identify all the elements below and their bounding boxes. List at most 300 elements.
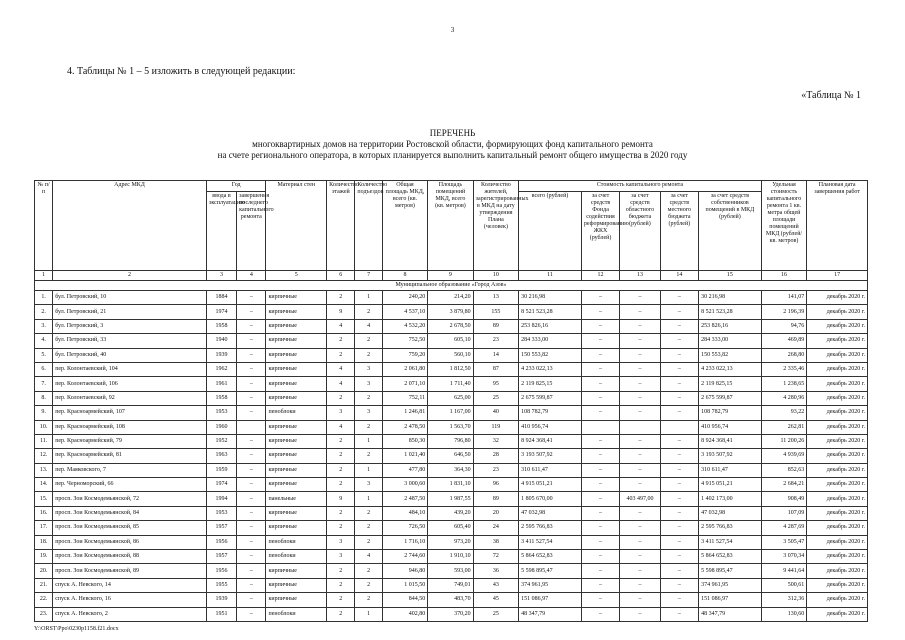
row-number: 5. [35, 348, 53, 362]
year-repair-cell: – [237, 521, 266, 535]
cost-owners-cell: 284 333,00 [699, 334, 762, 348]
total-area-cell: 752,11 [382, 391, 427, 405]
walls-cell: кирпичные [266, 420, 327, 434]
year-repair-cell: – [237, 578, 266, 592]
unit-cost-cell: 2 684,21 [761, 478, 806, 492]
row-number: 12. [35, 449, 53, 463]
row-number: 7. [35, 377, 53, 391]
cost-regional-cell: – [620, 391, 660, 405]
cost-local-cell: – [660, 521, 698, 535]
floors-cell: 3 [327, 535, 355, 549]
cost-fund-cell: – [581, 506, 619, 520]
residents-cell: 89 [473, 319, 518, 333]
floors-cell: 3 [327, 406, 355, 420]
walls-cell: панельные [266, 492, 327, 506]
cost-regional-cell: – [620, 434, 660, 448]
unit-cost-cell: 2 335,46 [761, 362, 806, 376]
cost-local-cell: – [660, 391, 698, 405]
deadline-cell: декабрь 2020 г. [807, 463, 868, 477]
cost-total-cell: 253 826,16 [519, 319, 582, 333]
address-cell: спуск А. Невского, 16 [53, 593, 207, 607]
cost-local-cell: – [660, 348, 698, 362]
buildings-table [34, 180, 868, 622]
header-total-area: Общая площадь МКД, всего (кв. метров) [382, 181, 427, 271]
walls-cell: кирпичные [266, 291, 327, 305]
cost-total-cell: 2 119 825,15 [519, 377, 582, 391]
address-cell: пер. Колонтаевский, 92 [53, 391, 207, 405]
row-number: 23. [35, 607, 53, 621]
row-number: 20. [35, 564, 53, 578]
header-year-commission: ввода в эксплуатацию [206, 192, 236, 271]
municipality-name: Муниципальное образование «Город Азов» [35, 281, 868, 291]
row-number: 9. [35, 406, 53, 420]
header-unit-cost: Удельная стоимость капитального ремонта 1 кв. метра общей площади помещений МКД (рублей/кв. метров) [761, 181, 806, 271]
entrances-cell: 4 [355, 319, 382, 333]
floors-cell: 2 [327, 348, 355, 362]
floors-cell: 4 [327, 377, 355, 391]
cost-local-cell: – [660, 319, 698, 333]
cost-regional-cell [620, 420, 660, 434]
entrances-cell: 2 [355, 535, 382, 549]
year-repair-cell: – [237, 348, 266, 362]
premises-area-cell: 560,10 [428, 348, 473, 362]
address-cell: пер. Красноармейский, 107 [53, 406, 207, 420]
cost-total-cell: 5 864 652,83 [519, 550, 582, 564]
deadline-cell: декабрь 2020 г. [807, 434, 868, 448]
header-entrances: Количество подъездов [355, 181, 382, 271]
address-cell: спуск А. Невского, 14 [53, 578, 207, 592]
municipality-row [35, 281, 868, 291]
cost-owners-cell: 2 675 599,87 [699, 391, 762, 405]
table-row [35, 550, 868, 564]
column-number: 14 [660, 271, 698, 281]
cost-fund-cell: – [581, 291, 619, 305]
cost-total-cell: 30 216,98 [519, 291, 582, 305]
total-area-cell: 759,20 [382, 348, 427, 362]
cost-fund-cell: – [581, 406, 619, 420]
cost-total-cell: 8 924 368,41 [519, 434, 582, 448]
walls-cell: кирпичные [266, 377, 327, 391]
premises-area-cell: 3 879,80 [428, 305, 473, 319]
walls-cell: кирпичные [266, 449, 327, 463]
premises-area-cell: 593,00 [428, 564, 473, 578]
cost-owners-cell: 151 086,97 [699, 593, 762, 607]
cost-total-cell: 3 193 507,92 [519, 449, 582, 463]
year-repair-cell: – [237, 535, 266, 549]
residents-cell: 13 [473, 291, 518, 305]
premises-area-cell: 1 910,10 [428, 550, 473, 564]
address-cell: просп. Зои Космодемьянской, 88 [53, 550, 207, 564]
header-cost-fund: за счет средств Фонда содействия реформированию ЖКХ (рублей) [581, 192, 619, 271]
unit-cost-cell: 268,80 [761, 348, 806, 362]
total-area-cell: 1 021,40 [382, 449, 427, 463]
entrances-cell: 2 [355, 506, 382, 520]
deadline-cell: декабрь 2020 г. [807, 362, 868, 376]
column-number: 7 [355, 271, 382, 281]
cost-regional-cell: – [620, 535, 660, 549]
floors-cell: 2 [327, 564, 355, 578]
column-number: 15 [699, 271, 762, 281]
year-repair-cell: – [237, 478, 266, 492]
floors-cell: 2 [327, 521, 355, 535]
year-repair-cell [237, 420, 266, 434]
title-line-1: ПЕРЕЧЕНЬ [429, 128, 476, 138]
year-commission-cell: 1953 [206, 406, 236, 420]
cost-local-cell: – [660, 550, 698, 564]
cost-local-cell [660, 420, 698, 434]
walls-cell: пеноблоки [266, 406, 327, 420]
unit-cost-cell: 130,60 [761, 607, 806, 621]
deadline-cell: декабрь 2020 г. [807, 506, 868, 520]
unit-cost-cell: 500,61 [761, 578, 806, 592]
cost-owners-cell: 5 864 652,83 [699, 550, 762, 564]
cost-local-cell: – [660, 334, 698, 348]
year-commission-cell: 1956 [206, 535, 236, 549]
cost-fund-cell: – [581, 478, 619, 492]
table-row [35, 334, 868, 348]
year-repair-cell: – [237, 449, 266, 463]
total-area-cell: 1 716,10 [382, 535, 427, 549]
column-number: 4 [237, 271, 266, 281]
cost-fund-cell [581, 420, 619, 434]
table-row [35, 362, 868, 376]
address-cell: пер. Черноморский, 66 [53, 478, 207, 492]
table-row [35, 593, 868, 607]
deadline-cell: декабрь 2020 г. [807, 564, 868, 578]
cost-fund-cell: – [581, 593, 619, 607]
residents-cell: 72 [473, 550, 518, 564]
cost-total-cell: 151 086,97 [519, 593, 582, 607]
cost-owners-cell: 2 119 825,15 [699, 377, 762, 391]
deadline-cell: декабрь 2020 г. [807, 478, 868, 492]
walls-cell: кирпичные [266, 564, 327, 578]
floors-cell: 2 [327, 578, 355, 592]
residents-cell: 24 [473, 521, 518, 535]
entrances-cell: 4 [355, 550, 382, 564]
title-line-3: на счете регионального оператора, в которых планируется выполнить капитальный ремонт общего имущества в 2020 году [217, 150, 688, 160]
premises-area-cell: 973,20 [428, 535, 473, 549]
walls-cell: кирпичные [266, 578, 327, 592]
premises-area-cell: 646,50 [428, 449, 473, 463]
residents-cell: 25 [473, 607, 518, 621]
file-path: Y:\ORST\Ppo\0230p1158.f21.docx [34, 626, 119, 632]
row-number: 8. [35, 391, 53, 405]
cost-fund-cell: – [581, 564, 619, 578]
year-commission-cell: 1957 [206, 550, 236, 564]
total-area-cell: 3 000,60 [382, 478, 427, 492]
cost-regional-cell: – [620, 449, 660, 463]
premises-area-cell: 439,20 [428, 506, 473, 520]
residents-cell: 95 [473, 377, 518, 391]
year-repair-cell: – [237, 406, 266, 420]
entrances-cell: 1 [355, 291, 382, 305]
unit-cost-cell: 11 200,26 [761, 434, 806, 448]
premises-area-cell: 214,20 [428, 291, 473, 305]
year-repair-cell: – [237, 377, 266, 391]
cost-local-cell: – [660, 449, 698, 463]
cost-fund-cell: – [581, 463, 619, 477]
cost-regional-cell: – [620, 564, 660, 578]
entrances-cell: 2 [355, 348, 382, 362]
unit-cost-cell: 3 070,34 [761, 550, 806, 564]
cost-total-cell: 108 782,79 [519, 406, 582, 420]
residents-cell: 45 [473, 593, 518, 607]
table-row [35, 391, 868, 405]
residents-cell: 36 [473, 564, 518, 578]
deadline-cell: декабрь 2020 г. [807, 521, 868, 535]
residents-cell: 40 [473, 406, 518, 420]
cost-regional-cell: – [620, 607, 660, 621]
cost-fund-cell: – [581, 362, 619, 376]
total-area-cell: 2 071,10 [382, 377, 427, 391]
year-repair-cell: – [237, 550, 266, 564]
walls-cell: кирпичные [266, 593, 327, 607]
floors-cell: 4 [327, 420, 355, 434]
year-repair-cell: – [237, 391, 266, 405]
cost-owners-cell: 8 521 523,28 [699, 305, 762, 319]
row-number: 3. [35, 319, 53, 333]
entrances-cell: 2 [355, 578, 382, 592]
table-row [35, 607, 868, 621]
year-commission-cell: 1961 [206, 377, 236, 391]
cost-fund-cell: – [581, 550, 619, 564]
row-number: 11. [35, 434, 53, 448]
walls-cell: кирпичные [266, 506, 327, 520]
cost-total-cell: 8 521 523,28 [519, 305, 582, 319]
floors-cell: 2 [327, 607, 355, 621]
cost-local-cell: – [660, 578, 698, 592]
cost-local-cell: – [660, 377, 698, 391]
premises-area-cell: 605,10 [428, 334, 473, 348]
column-number: 9 [428, 271, 473, 281]
entrances-cell: 3 [355, 377, 382, 391]
cost-fund-cell: – [581, 492, 619, 506]
walls-cell: кирпичные [266, 305, 327, 319]
year-repair-cell: – [237, 305, 266, 319]
premises-area-cell: 2 678,50 [428, 319, 473, 333]
cost-fund-cell: – [581, 377, 619, 391]
address-cell: спуск А. Невского, 2 [53, 607, 207, 621]
row-number: 4. [35, 334, 53, 348]
address-cell: просп. Зои Космодемьянской, 86 [53, 535, 207, 549]
cost-fund-cell: – [581, 535, 619, 549]
deadline-cell: декабрь 2020 г. [807, 593, 868, 607]
residents-cell: 14 [473, 348, 518, 362]
cost-total-cell: 1 805 670,00 [519, 492, 582, 506]
cost-owners-cell: 3 193 507,92 [699, 449, 762, 463]
column-number: 5 [266, 271, 327, 281]
table-row [35, 434, 868, 448]
cost-local-cell: – [660, 535, 698, 549]
cost-total-cell: 47 032,98 [519, 506, 582, 520]
total-area-cell: 946,80 [382, 564, 427, 578]
address-cell: пер. Красноармейский, 81 [53, 449, 207, 463]
header-year-last-repair: завершения последнего капитального ремонта [237, 192, 266, 271]
deadline-cell: декабрь 2020 г. [807, 391, 868, 405]
cost-regional-cell: – [620, 362, 660, 376]
cost-owners-cell: 1 402 173,00 [699, 492, 762, 506]
entrances-cell: 2 [355, 564, 382, 578]
address-cell: пер. Колонтаевский, 104 [53, 362, 207, 376]
year-commission-cell: 1958 [206, 391, 236, 405]
cost-local-cell: – [660, 593, 698, 607]
walls-cell: кирпичные [266, 478, 327, 492]
year-commission-cell: 1962 [206, 362, 236, 376]
year-commission-cell: 1960 [206, 420, 236, 434]
cost-local-cell: – [660, 291, 698, 305]
year-commission-cell: 1959 [206, 463, 236, 477]
premises-area-cell: 364,30 [428, 463, 473, 477]
premises-area-cell: 1 987,55 [428, 492, 473, 506]
column-number-row [35, 271, 868, 281]
cost-fund-cell: – [581, 334, 619, 348]
unit-cost-cell: 93,22 [761, 406, 806, 420]
table-row [35, 420, 868, 434]
year-repair-cell: – [237, 319, 266, 333]
unit-cost-cell: 262,81 [761, 420, 806, 434]
cost-owners-cell: 2 595 766,83 [699, 521, 762, 535]
entrances-cell: 3 [355, 478, 382, 492]
total-area-cell: 2 061,80 [382, 362, 427, 376]
walls-cell: кирпичные [266, 434, 327, 448]
row-number: 16. [35, 506, 53, 520]
residents-cell: 155 [473, 305, 518, 319]
cost-fund-cell: – [581, 348, 619, 362]
total-area-cell: 2 744,60 [382, 550, 427, 564]
page-number: 3 [450, 26, 455, 34]
walls-cell: кирпичные [266, 348, 327, 362]
premises-area-cell: 483,70 [428, 593, 473, 607]
unit-cost-cell: 141,07 [761, 291, 806, 305]
cost-owners-cell: 410 956,74 [699, 420, 762, 434]
cost-regional-cell: – [620, 406, 660, 420]
entrances-cell: 2 [355, 334, 382, 348]
year-repair-cell: – [237, 362, 266, 376]
cost-local-cell: – [660, 506, 698, 520]
deadline-cell: декабрь 2020 г. [807, 348, 868, 362]
column-number: 12 [581, 271, 619, 281]
year-commission-cell: 1952 [206, 434, 236, 448]
address-cell: бул. Петровский, 33 [53, 334, 207, 348]
cost-total-cell: 2 675 599,87 [519, 391, 582, 405]
entrances-cell: 2 [355, 449, 382, 463]
year-commission-cell: 1953 [206, 506, 236, 520]
residents-cell: 96 [473, 478, 518, 492]
cost-local-cell: – [660, 463, 698, 477]
floors-cell: 2 [327, 449, 355, 463]
residents-cell: 23 [473, 463, 518, 477]
walls-cell: кирпичные [266, 463, 327, 477]
table-row [35, 319, 868, 333]
cost-fund-cell: – [581, 434, 619, 448]
unit-cost-cell: 1 238,65 [761, 377, 806, 391]
total-area-cell: 484,10 [382, 506, 427, 520]
header-premises-area: Площадь помещений МКД, всего (кв. метров) [428, 181, 473, 271]
address-cell: пер. Красноармейский, 79 [53, 434, 207, 448]
cost-fund-cell: – [581, 319, 619, 333]
cost-regional-cell: – [620, 463, 660, 477]
year-commission-cell: 1963 [206, 449, 236, 463]
floors-cell: 4 [327, 362, 355, 376]
year-commission-cell: 1939 [206, 593, 236, 607]
walls-cell: кирпичные [266, 319, 327, 333]
year-commission-cell: 1884 [206, 291, 236, 305]
cost-total-cell: 4 233 022,13 [519, 362, 582, 376]
column-number: 1 [35, 271, 53, 281]
cost-local-cell: – [660, 564, 698, 578]
cost-fund-cell: – [581, 607, 619, 621]
floors-cell: 4 [327, 319, 355, 333]
cost-total-cell: 284 333,00 [519, 334, 582, 348]
year-repair-cell: – [237, 463, 266, 477]
row-number: 17. [35, 521, 53, 535]
cost-fund-cell: – [581, 449, 619, 463]
total-area-cell: 4 532,20 [382, 319, 427, 333]
unit-cost-cell: 852,63 [761, 463, 806, 477]
header-deadline: Плановая дата завершения работ [807, 181, 868, 271]
floors-cell: 9 [327, 305, 355, 319]
entrances-cell: 2 [355, 521, 382, 535]
premises-area-cell: 1 812,50 [428, 362, 473, 376]
walls-cell: пеноблоки [266, 550, 327, 564]
header-cost-group: Стоимость капитального ремонта [519, 181, 762, 192]
cost-owners-cell: 3 411 527,54 [699, 535, 762, 549]
cost-local-cell: – [660, 434, 698, 448]
unit-cost-cell: 469,89 [761, 334, 806, 348]
column-number: 11 [519, 271, 582, 281]
unit-cost-cell: 4 280,96 [761, 391, 806, 405]
header-cost-owners: за счет средств собственников помещений в МКД (рублей) [699, 192, 762, 271]
residents-cell: 28 [473, 449, 518, 463]
walls-cell: кирпичные [266, 391, 327, 405]
cost-owners-cell: 5 598 895,47 [699, 564, 762, 578]
walls-cell: кирпичные [266, 334, 327, 348]
cost-fund-cell: – [581, 521, 619, 535]
deadline-cell: декабрь 2020 г. [807, 535, 868, 549]
cost-regional-cell: – [620, 291, 660, 305]
year-commission-cell: 1974 [206, 305, 236, 319]
cost-total-cell: 310 611,47 [519, 463, 582, 477]
year-commission-cell: 1951 [206, 607, 236, 621]
floors-cell: 2 [327, 478, 355, 492]
deadline-cell: декабрь 2020 г. [807, 334, 868, 348]
year-repair-cell: – [237, 334, 266, 348]
premises-area-cell: 370,20 [428, 607, 473, 621]
cost-owners-cell: 310 611,47 [699, 463, 762, 477]
cost-owners-cell: 253 826,16 [699, 319, 762, 333]
address-cell: бул. Петровский, 10 [53, 291, 207, 305]
residents-cell: 20 [473, 506, 518, 520]
deadline-cell: декабрь 2020 г. [807, 406, 868, 420]
year-commission-cell: 1974 [206, 478, 236, 492]
floors-cell: 2 [327, 434, 355, 448]
header-cost-local: за счет средств местного бюджета (рублей) [660, 192, 698, 271]
year-commission-cell: 1994 [206, 492, 236, 506]
floors-cell: 2 [327, 334, 355, 348]
address-cell: просп. Зои Космодемьянской, 85 [53, 521, 207, 535]
total-area-cell: 240,20 [382, 291, 427, 305]
total-area-cell: 1 015,50 [382, 578, 427, 592]
year-repair-cell: – [237, 492, 266, 506]
row-number: 21. [35, 578, 53, 592]
cost-regional-cell: – [620, 578, 660, 592]
header-cost-total: всего (рублей) [519, 192, 582, 271]
table-row [35, 564, 868, 578]
cost-total-cell: 3 411 527,54 [519, 535, 582, 549]
row-number: 14. [35, 478, 53, 492]
year-repair-cell: – [237, 607, 266, 621]
floors-cell: 9 [327, 492, 355, 506]
